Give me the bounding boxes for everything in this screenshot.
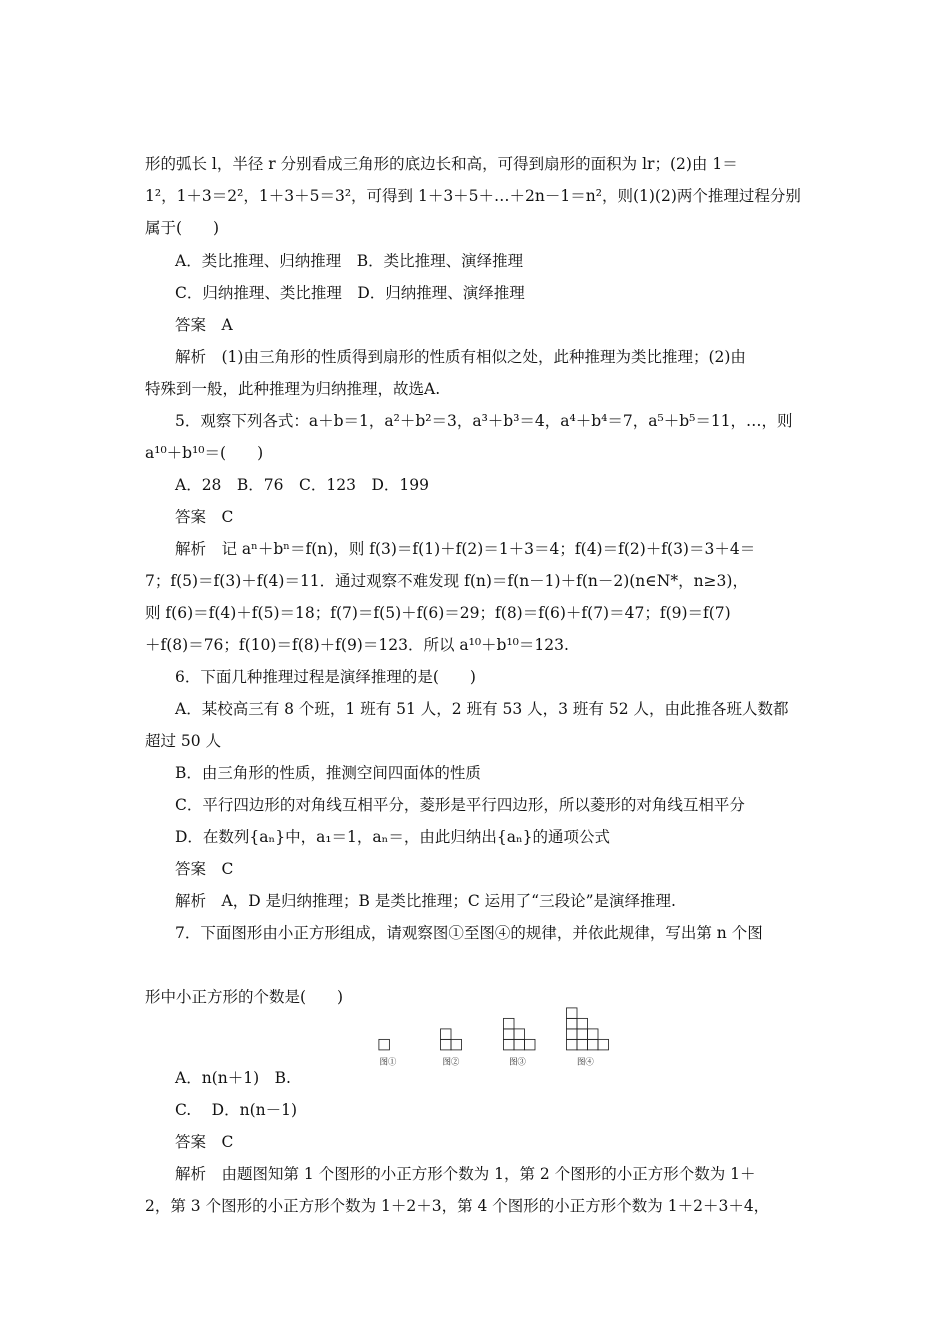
text-line: 解析 (1)由三角形的性质得到扇形的性质有相似之处，此种推理为类比推理；(2)由 bbox=[175, 348, 746, 366]
text-line: 2，第 3 个图形的小正方形个数为 1＋2＋3，第 4 个图形的小正方形个数为 1＋2＋3＋4， bbox=[145, 1197, 770, 1215]
text-line: 答案 C bbox=[175, 1133, 234, 1151]
figure-caption: 图④ bbox=[577, 1056, 594, 1067]
text-line: D．在数列{aₙ}中，a₁＝1，aₙ＝，由此归纳出{aₙ}的通项公式 bbox=[175, 828, 611, 846]
figure-caption: 图③ bbox=[509, 1056, 526, 1067]
text-line: 解析 由题图知第 1 个图形的小正方形个数为 1，第 2 个图形的小正方形个数为 1＋ bbox=[175, 1165, 756, 1183]
text-line: B．由三角形的性质，推测空间四面体的性质 bbox=[175, 764, 481, 782]
text-line: C．平行四边形的对角线互相平分，菱形是平行四边形，所以菱形的对角线互相平分 bbox=[175, 796, 745, 814]
text-line: A．某校高三有 8 个班，1 班有 51 人，2 班有 53 人，3 班有 52 人，由此推各班人数都 bbox=[175, 700, 789, 718]
text-line: 形的弧长 l，半径 r 分别看成三角形的底边长和高，可得到扇形的面积为 lr；(2)由 1＝ bbox=[145, 155, 738, 173]
text-line: 则 f(6)＝f(4)＋f(5)＝18；f(7)＝f(5)＋f(6)＝29；f(8)＝f(6)＋f(7)＝47；f(9)＝f(7) bbox=[145, 604, 731, 622]
text-line: 形中小正方形的个数是( ) bbox=[145, 988, 344, 1006]
text-line: 5．观察下列各式：a＋b＝1，a²＋b²＝3，a³＋b³＝4，a⁴＋b⁴＝7，a⁵＋b⁵＝11，…，则 bbox=[175, 412, 793, 430]
text-line: 答案 C bbox=[175, 860, 234, 878]
text-line: 7．下面图形由小正方形组成，请观察图①至图④的规律，并依此规律，写出第 n 个图 bbox=[175, 924, 763, 942]
text-line: C. D．n(n－1) bbox=[175, 1101, 298, 1119]
text-line: A．类比推理、归纳推理 B．类比推理、演绎推理 bbox=[175, 252, 524, 270]
text-line: 6．下面几种推理过程是演绎推理的是( ) bbox=[175, 668, 476, 686]
text-line: 解析 A，D 是归纳推理；B 是类比推理；C 运用了“三段论”是演绎推理. bbox=[175, 892, 676, 910]
text-line: 特殊到一般，此种推理为归纳推理，故选A. bbox=[145, 380, 441, 398]
squares-figure bbox=[320, 1003, 680, 1073]
text-line: 7；f(5)＝f(3)＋f(4)＝11．通过观察不难发现 f(n)＝f(n－1)＋f(n－2)(n∈N*，n≥3)， bbox=[145, 572, 748, 590]
text-line: A．n(n＋1) B. bbox=[175, 1069, 291, 1087]
text-line: C．归纳推理、类比推理 D．归纳推理、演绎推理 bbox=[175, 284, 525, 302]
text-line: ＋f(8)＝76；f(10)＝f(8)＋f(9)＝123．所以 a¹⁰＋b¹⁰＝123. bbox=[145, 636, 569, 654]
text-line: 解析 记 aⁿ＋bⁿ＝f(n)，则 f(3)＝f(1)＋f(2)＝1＋3＝4；f(4)＝f(2)＋f(3)＝3＋4＝ bbox=[175, 540, 756, 558]
text-line: 答案 C bbox=[175, 508, 234, 526]
text-line: 超过 50 人 bbox=[145, 732, 222, 750]
text-line: 属于( ) bbox=[145, 219, 220, 237]
text-line: a¹⁰＋b¹⁰＝( ) bbox=[145, 444, 264, 462]
text-line: 1²，1＋3＝2²，1＋3＋5＝3²，可得到 1＋3＋5＋…＋2n－1＝n²，则(1)(2)两个推理过程分别 bbox=[145, 187, 801, 205]
figure-caption: 图① bbox=[379, 1056, 397, 1067]
text-line: 答案 A bbox=[175, 316, 233, 334]
text-line: A．28 B．76 C．123 D．199 bbox=[175, 476, 429, 494]
figure-caption: 图② bbox=[442, 1056, 460, 1067]
